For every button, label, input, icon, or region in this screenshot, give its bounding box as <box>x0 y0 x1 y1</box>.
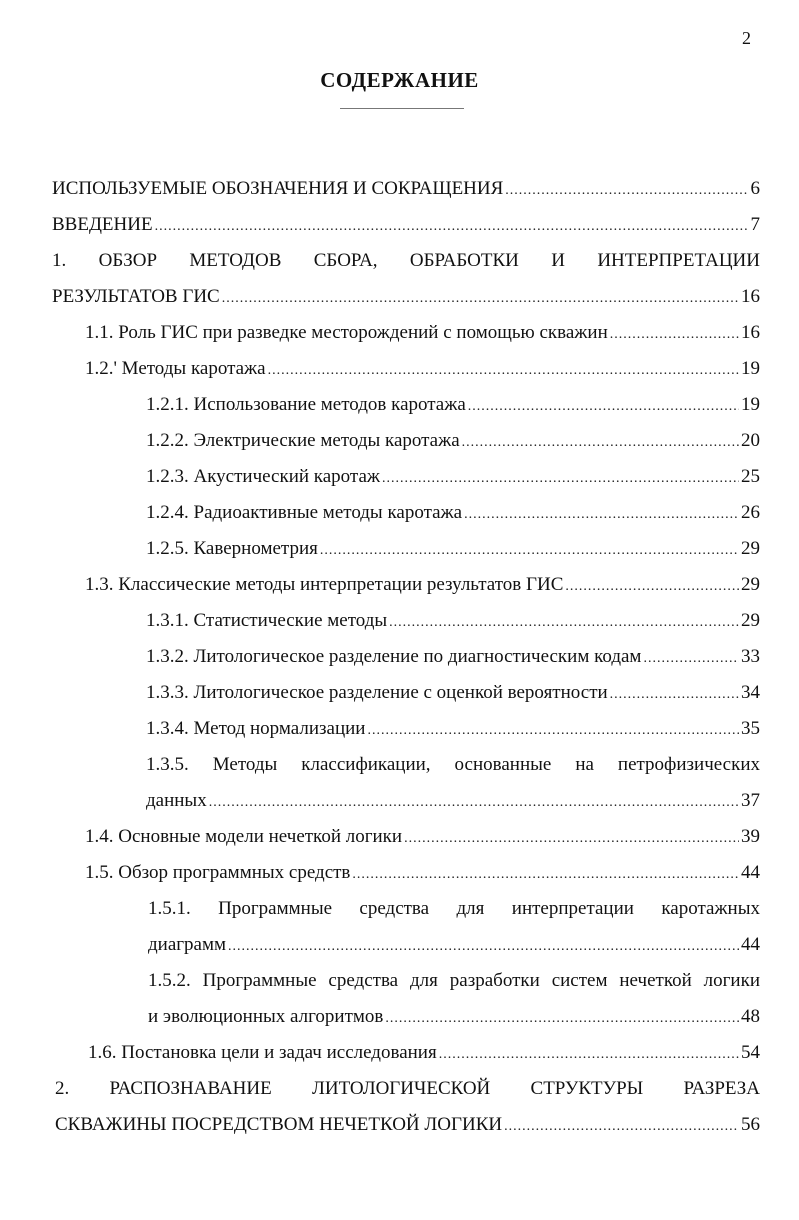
toc-leader-dots <box>222 281 739 317</box>
toc-section-1-2-4[interactable] <box>146 495 760 531</box>
toc-entry-page: 29 <box>741 574 760 595</box>
toc-entry-label: 1.4. Основные модели нечеткой логики <box>85 826 403 847</box>
toc-entry-page: 54 <box>741 1042 760 1063</box>
toc-chapter-2[interactable] <box>55 1107 760 1143</box>
toc-entry-page: 39 <box>741 826 760 847</box>
toc-entry-label: и эволюционных алгоритмов <box>148 1006 384 1027</box>
toc-entry-label: 1.3. Классические методы интерпретации результатов ГИС <box>85 574 564 595</box>
toc-section-1-4[interactable] <box>85 819 760 855</box>
toc-section-1-5-1-line1[interactable]: 1.5.1. Программные средства для интерпретации каротажных <box>148 898 760 919</box>
toc-entry-page: 56 <box>741 1114 760 1135</box>
toc-entry-page: 20 <box>741 430 760 451</box>
page-title: СОДЕРЖАНИЕ <box>320 68 479 92</box>
toc-entry-label: 1.3.1. Статистические методы <box>146 610 388 631</box>
toc-entry-page: 25 <box>741 466 760 487</box>
toc-entry-label: СКВАЖИНЫ ПОСРЕДСТВОМ НЕЧЕТКОЙ ЛОГИКИ <box>55 1114 503 1135</box>
toc-entry-page: 44 <box>741 934 760 955</box>
toc-leader-dots <box>565 569 739 605</box>
toc-entry-label: 1.2.1. Использование методов каротажа <box>146 394 466 415</box>
toc-section-1-3-1[interactable] <box>146 603 760 639</box>
toc-entry-label: 1.2.4. Радиоактивные методы каротажа <box>146 502 463 523</box>
toc-entry-label: 1.2.' Методы каротажа <box>85 358 266 379</box>
toc-entry-page: 26 <box>741 502 760 523</box>
toc-leader-dots <box>367 713 739 749</box>
toc-entry-page: 34 <box>741 682 760 703</box>
toc-leader-dots <box>504 1109 739 1145</box>
toc-chapter-2-line1[interactable]: 2. РАСПОЗНАВАНИЕ ЛИТОЛОГИЧЕСКОЙ СТРУКТУРЫ РАЗРЕЗА <box>55 1078 760 1099</box>
toc-entry-label: ИСПОЛЬЗУЕМЫЕ ОБОЗНАЧЕНИЯ И СОКРАЩЕНИЯ <box>52 178 504 199</box>
toc-leader-dots <box>505 173 748 209</box>
toc-section-1-3-5-line1[interactable]: 1.3.5. Методы классификации, основанные на петрофизических <box>146 754 760 775</box>
toc-section-1-5[interactable] <box>85 855 760 891</box>
toc-leader-dots <box>320 533 739 569</box>
toc-entry-abbreviations[interactable] <box>52 171 760 207</box>
toc-entry-label: РЕЗУЛЬТАТОВ ГИС <box>52 286 220 307</box>
toc-entry-page: 19 <box>741 394 760 415</box>
toc-section-1-3-2[interactable] <box>146 639 760 675</box>
toc-section-1-3-5[interactable] <box>146 783 760 819</box>
toc-entry-page: 7 <box>750 214 760 235</box>
toc-leader-dots <box>268 353 739 389</box>
toc-entry-label: 1.2.3. Акустический каротаж <box>146 466 381 487</box>
toc-section-1-5-2[interactable] <box>148 999 760 1035</box>
toc-leader-dots <box>389 605 739 641</box>
toc-entry-label: 1.1. Роль ГИС при разведке месторождений с помощью скважин <box>85 322 608 343</box>
toc-entry-page: 44 <box>741 862 760 883</box>
toc-entry-label: 1.2.5. Кавернометрия <box>146 538 318 559</box>
toc-entry-page: 35 <box>741 718 760 739</box>
toc-section-1-6[interactable] <box>88 1035 760 1071</box>
title-underline <box>340 108 464 109</box>
toc-entry-page: 6 <box>750 178 760 199</box>
toc-entry-label: ВВЕДЕНИЕ <box>52 214 153 235</box>
toc-section-1-2-3[interactable] <box>146 459 760 495</box>
toc-leader-dots <box>439 1037 739 1073</box>
toc-section-1-2-1[interactable] <box>146 387 760 423</box>
toc-leader-dots <box>464 497 739 533</box>
toc-entry-page: 16 <box>741 322 760 343</box>
toc-leader-dots <box>385 1001 739 1037</box>
toc-section-1-2-5[interactable] <box>146 531 760 567</box>
toc-entry-label: 1.6. Постановка цели и задач исследования <box>88 1042 437 1063</box>
toc-section-1-5-2-line1[interactable]: 1.5.2. Программные средства для разработки систем нечеткой логики <box>148 970 760 991</box>
toc-entry-label: 1.3.2. Литологическое разделение по диагностическим кодам <box>146 646 642 667</box>
toc-entry-label: 1.3.4. Метод нормализации <box>146 718 366 739</box>
toc-section-1-3[interactable] <box>85 567 760 603</box>
page-number: 2 <box>742 28 751 48</box>
toc-section-1-5-1[interactable] <box>148 927 760 963</box>
toc-entry-introduction[interactable] <box>52 207 760 243</box>
toc-entry-label: 1.5. Обзор программных средств <box>85 862 351 883</box>
toc-entry-label: 1.3.3. Литологическое разделение с оценкой вероятности <box>146 682 608 703</box>
toc-entry-page: 48 <box>741 1006 760 1027</box>
toc-section-1-3-3[interactable] <box>146 675 760 711</box>
toc-entry-page: 37 <box>741 790 760 811</box>
toc-leader-dots <box>468 389 739 425</box>
toc-leader-dots <box>382 461 739 497</box>
toc-leader-dots <box>610 317 739 353</box>
toc-leader-dots <box>610 677 739 713</box>
toc-leader-dots <box>404 821 739 857</box>
toc-leader-dots <box>462 425 739 461</box>
toc-entry-page: 16 <box>741 286 760 307</box>
toc-entry-label: данных <box>146 790 207 811</box>
toc-section-1-3-4[interactable] <box>146 711 760 747</box>
toc-leader-dots <box>155 209 749 245</box>
toc-leader-dots <box>209 785 739 821</box>
toc-entry-page: 33 <box>741 646 760 667</box>
toc-section-1-2-2[interactable] <box>146 423 760 459</box>
toc-entry-page: 19 <box>741 358 760 379</box>
toc-chapter-1-line1[interactable]: 1. ОБЗОР МЕТОДОВ СБОРА, ОБРАБОТКИ И ИНТЕРПРЕТАЦИИ <box>52 250 760 271</box>
toc-section-1-2[interactable] <box>85 351 760 387</box>
toc-entry-page: 29 <box>741 538 760 559</box>
toc-entry-label: 1.2.2. Электрические методы каротажа <box>146 430 460 451</box>
toc-entry-page: 29 <box>741 610 760 631</box>
toc-entry-label: диаграмм <box>148 934 227 955</box>
toc-chapter-1[interactable] <box>52 279 760 315</box>
toc-leader-dots <box>643 641 739 677</box>
toc-section-1-1[interactable] <box>85 315 760 351</box>
toc-leader-dots <box>228 929 739 965</box>
toc-leader-dots <box>352 857 739 893</box>
